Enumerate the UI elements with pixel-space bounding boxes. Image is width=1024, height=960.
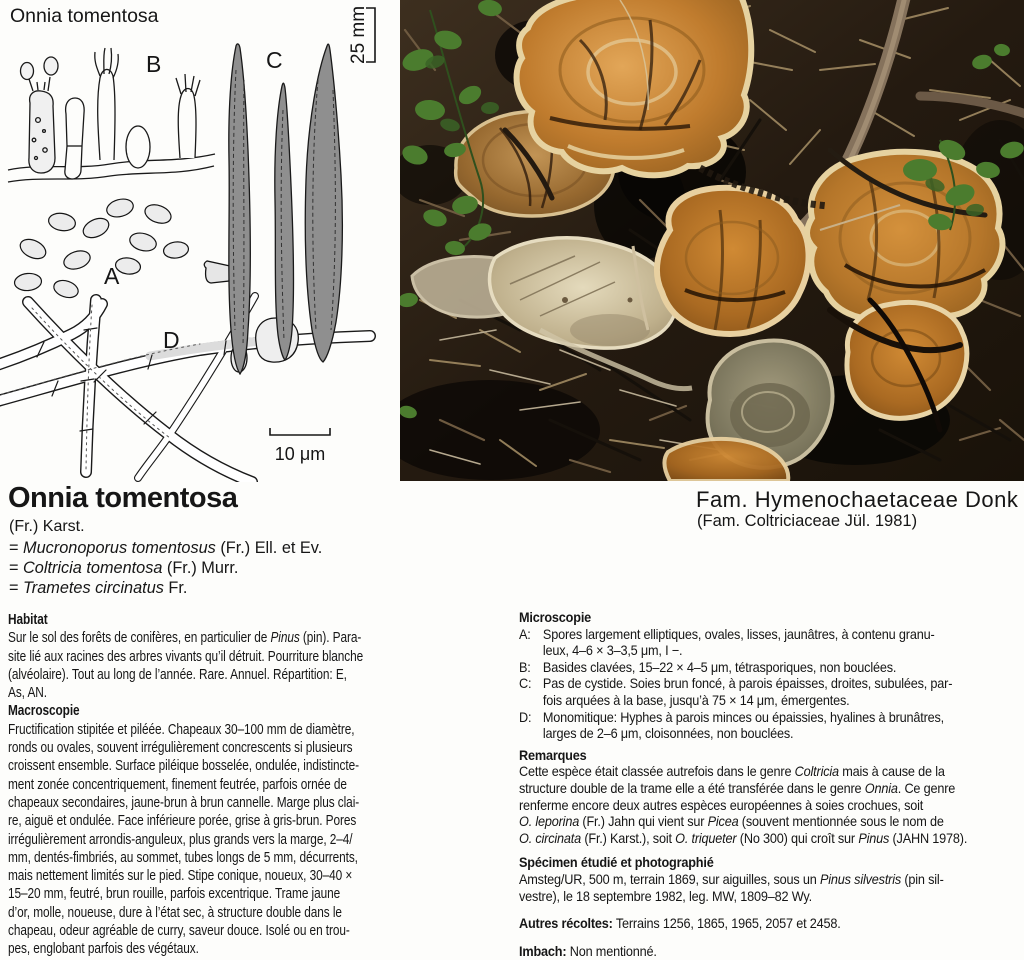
macroscopie-text: Fructification stipitée et piléée. Chapeaux 30–100 mm de diamètre, ronds ou ovales, souvent irrégulièrement concrescents si plusieurs croissent ensemble. Surface piléique bosselée, ondulée, indistincte- ment zonée concentriquement, finement feutrée, parfois ornée de chapeaux secondaires, jaune-brun à brun cannelle. Marge plus clai- re, aiguë et ondulée. Face inférieure porée, grise à gris-brun. Pores irrégulièrement arrondis-anguleux, plus grands vers la marge, 2–4/ mm, dentés-fimbriés, au sommet, tubes longs de 5 mm, décurrents, mais nettement limités sur le pied. Stipe conique, noueux, 30–40 × 15–20 mm, feutré, brun rouille, parfois excentrique. Trame jaune d’or, molle, noueuse, dure à l’état sec, à structure double dans le chapeau, odeur agréable de curry, saveur douce. Isolé ou en trou- pes, englobant parfois des végétaux.: [8, 720, 360, 958]
scale-label-25mm: 25 mm: [348, 5, 369, 64]
part-label-c: C: [266, 47, 283, 73]
right-orange-cap: [807, 150, 1002, 325]
autres-recoltes-text: Terrains 1256, 1865, 1965, 2057 et 2458.: [612, 916, 841, 932]
right-column: [519, 610, 1017, 960]
synonym-line: = Mucronoporus tomentosus (Fr.) Ell. et Ev.: [9, 539, 323, 557]
remarques-text: Cette espèce était classée autrefois dans le genre Coltricia mais à cause de la structure double de la trame elle a été transférée dans le genre Onnia. Ce genre renferme encore deux autres espèces européennes à soies crochues, soit O. leporina (Fr.) Jahn qui vient sur Picea (souvent mentionnée sous le nom de O. circinata (Fr.) Karst.), soit O. triqueter (No 300) qui croît sur Pinus (JAHN 1978).: [519, 764, 968, 846]
micro-item-text: Spores largement elliptiques, ovales, lisses, jaunâtres, à contenu granu- leux, 4–6 × 3–3,5 μm, I −.: [542, 626, 935, 659]
synonym-line: = Trametes circinatus Fr.: [9, 578, 188, 597]
microscopie-heading: Microscopie: [519, 610, 592, 625]
micro-item-text: Pas de cystide. Soies brun foncé, à parois épaisses, droites, subulées, par- fois arquées à la base, jusqu’à 75 × 14 μm, émergentes.: [542, 676, 953, 708]
specimen-heading: Spécimen étudié et photographié: [519, 855, 714, 871]
imbach-line: [519, 944, 1017, 960]
micro-item-key: D:: [519, 709, 532, 725]
figure-label: Onnia tomentosa: [10, 5, 159, 27]
specimen-text: Amsteg/UR, 500 m, terrain 1869, sur aiguilles, sous un Pinus silvestris (pin sil- vestre), le 18 septembre 1982, leg. MW, 1809–82 Wy.: [519, 871, 944, 904]
part-label-a: A: [104, 263, 120, 289]
micro-item-text: Basides clavées, 15–22 × 4–5 μm, tétrasporiques, non bouclées.: [542, 659, 897, 675]
habitat-text: Sur le sol des forêts de conifères, en particulier de Pinus (pin). Para- site lié aux racines des arbres vivants qu’il détruit. Pourriture blanche (alvéolaire). Tout au long de l’année. Rare. Annuel. Répartition: E, As, AN.: [8, 629, 364, 702]
left-column: [8, 611, 398, 959]
micro-item-c: [519, 676, 1017, 709]
micro-item-text: Monomitique: Hyphes à parois minces ou épaissies, hyalines à brunâtres, larges de 2–6 μm, cloisonnées, non bouclées.: [542, 709, 945, 742]
micro-item-key: C:: [519, 676, 532, 692]
macroscopie-heading: Macroscopie: [8, 702, 80, 720]
family-alt-name: (Fam. Coltriciaceae Jül. 1981): [697, 512, 918, 530]
micro-item-b: [519, 660, 1017, 677]
family-name: Fam. Hymenochaetaceae Donk: [696, 487, 1019, 512]
imbach-text: Non mentionné.: [566, 943, 657, 959]
microscopy-figure: [0, 0, 398, 482]
scale-label-10um: 10 μm: [274, 444, 326, 464]
synonym-list: [9, 539, 322, 598]
synonym-line: = Coltricia tomentosa (Fr.) Murr.: [9, 558, 239, 577]
imbach-label: Imbach:: [519, 943, 567, 959]
page-title: Onnia tomentosa: [8, 482, 238, 514]
remarques-heading: Remarques: [519, 747, 587, 763]
habitat-photo: [400, 0, 1024, 481]
autres-recoltes-line: [519, 916, 1017, 933]
top-orange-cap: [517, 0, 752, 175]
micro-item-d: [519, 710, 1017, 743]
habitat-heading: Habitat: [8, 611, 48, 628]
micro-item-key: A:: [519, 626, 531, 642]
autres-recoltes-label: Autres récoltes:: [519, 916, 613, 932]
micro-item-a: [519, 627, 1017, 660]
part-label-d: D: [163, 327, 180, 353]
species-authority: (Fr.) Karst.: [9, 518, 85, 535]
micro-item-key: B:: [519, 659, 531, 675]
part-label-b: B: [146, 51, 162, 77]
